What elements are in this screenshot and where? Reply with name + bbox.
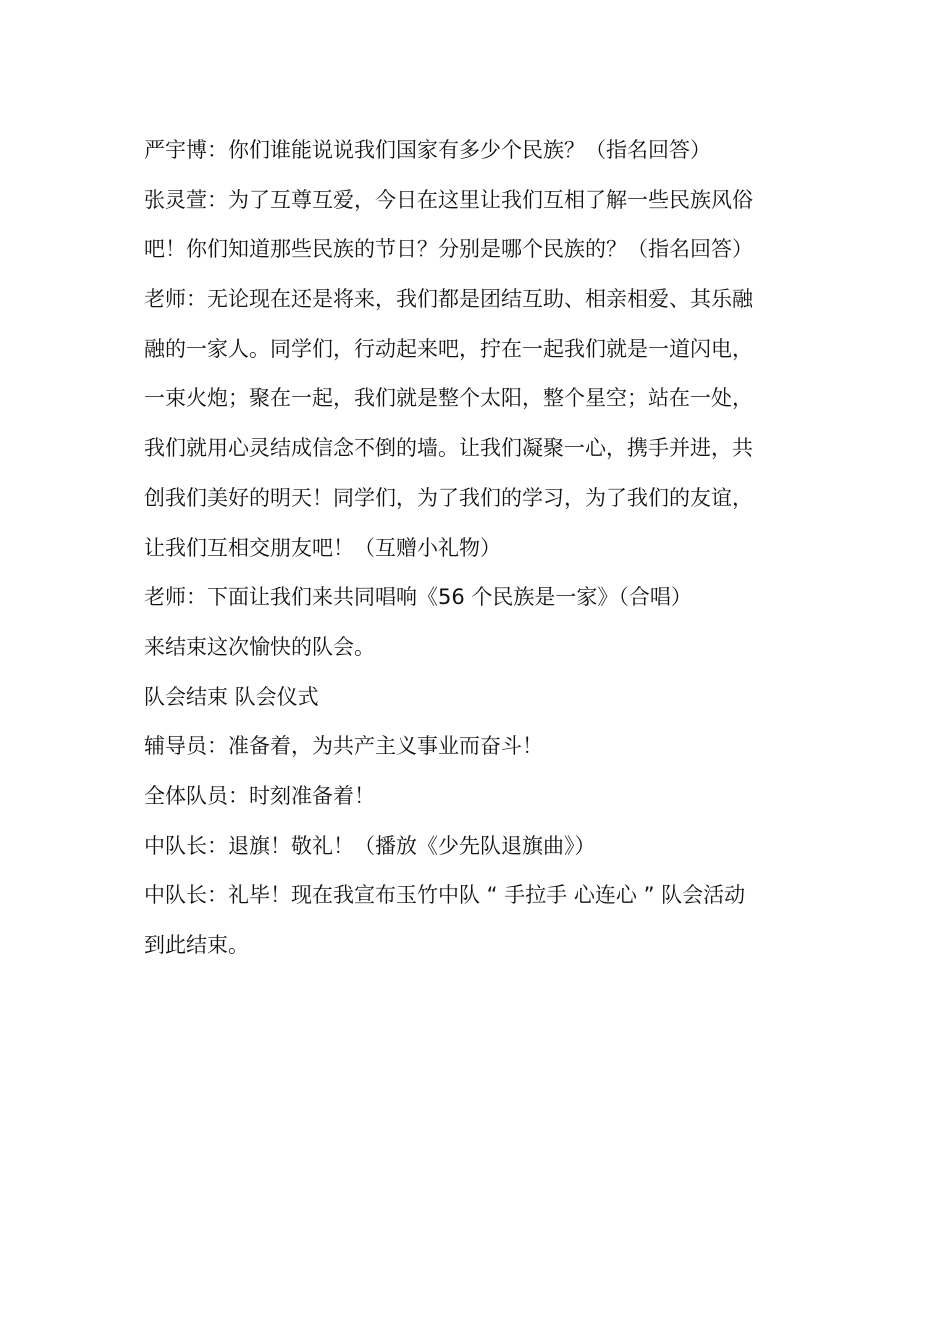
text-line: 吧！你们知道那些民族的节日？分别是哪个民族的？（指名回答） bbox=[144, 237, 753, 262]
text-line: 让我们互相交朋友吧！（互赠小礼物） bbox=[144, 535, 501, 560]
section-heading: 队会结束 队会仪式 bbox=[144, 684, 319, 709]
document-body bbox=[144, 126, 804, 971]
text-line: 到此结束。 bbox=[144, 933, 249, 957]
text-line: 辅导员：准备着，为共产主义事业而奋斗！ bbox=[144, 734, 543, 759]
text-line: 老师：无论现在还是将来，我们都是团结互助、相亲相爱、其乐融 bbox=[144, 287, 753, 312]
text-line: 中队长：礼毕！现在我宣布玉竹中队 “ 手拉手 心连心 ” 队会活动 bbox=[144, 883, 746, 908]
text-line: 严宇博：你们谁能说说我们国家有多少个民族？（指名回答） bbox=[144, 138, 711, 162]
text-line: 老师：下面让我们来共同唱响《56 个民族是一家》（合唱） bbox=[144, 585, 692, 610]
text-line: 中队长：退旗！敬礼！（播放《少先队退旗曲》） bbox=[144, 833, 596, 858]
text-line: 创我们美好的明天！同学们，为了我们的学习，为了我们的友谊， bbox=[144, 485, 753, 510]
text-line: 来结束这次愉快的队会。 bbox=[144, 634, 375, 659]
text-line: 全体队员：时刻准备着！ bbox=[144, 783, 375, 808]
text-line: 融的一家人。同学们，行动起来吧，拧在一起我们就是一道闪电， bbox=[144, 336, 753, 361]
text-line: 我们就用心灵结成信念不倒的墙。让我们凝聚一心，携手并进，共 bbox=[144, 436, 753, 461]
text-line: 一束火炮；聚在一起，我们就是整个太阳，整个星空；站在一处， bbox=[144, 386, 753, 411]
text-line: 张灵萱：为了互尊互爱，今日在这里让我们互相了解一些民族风俗 bbox=[144, 187, 753, 212]
